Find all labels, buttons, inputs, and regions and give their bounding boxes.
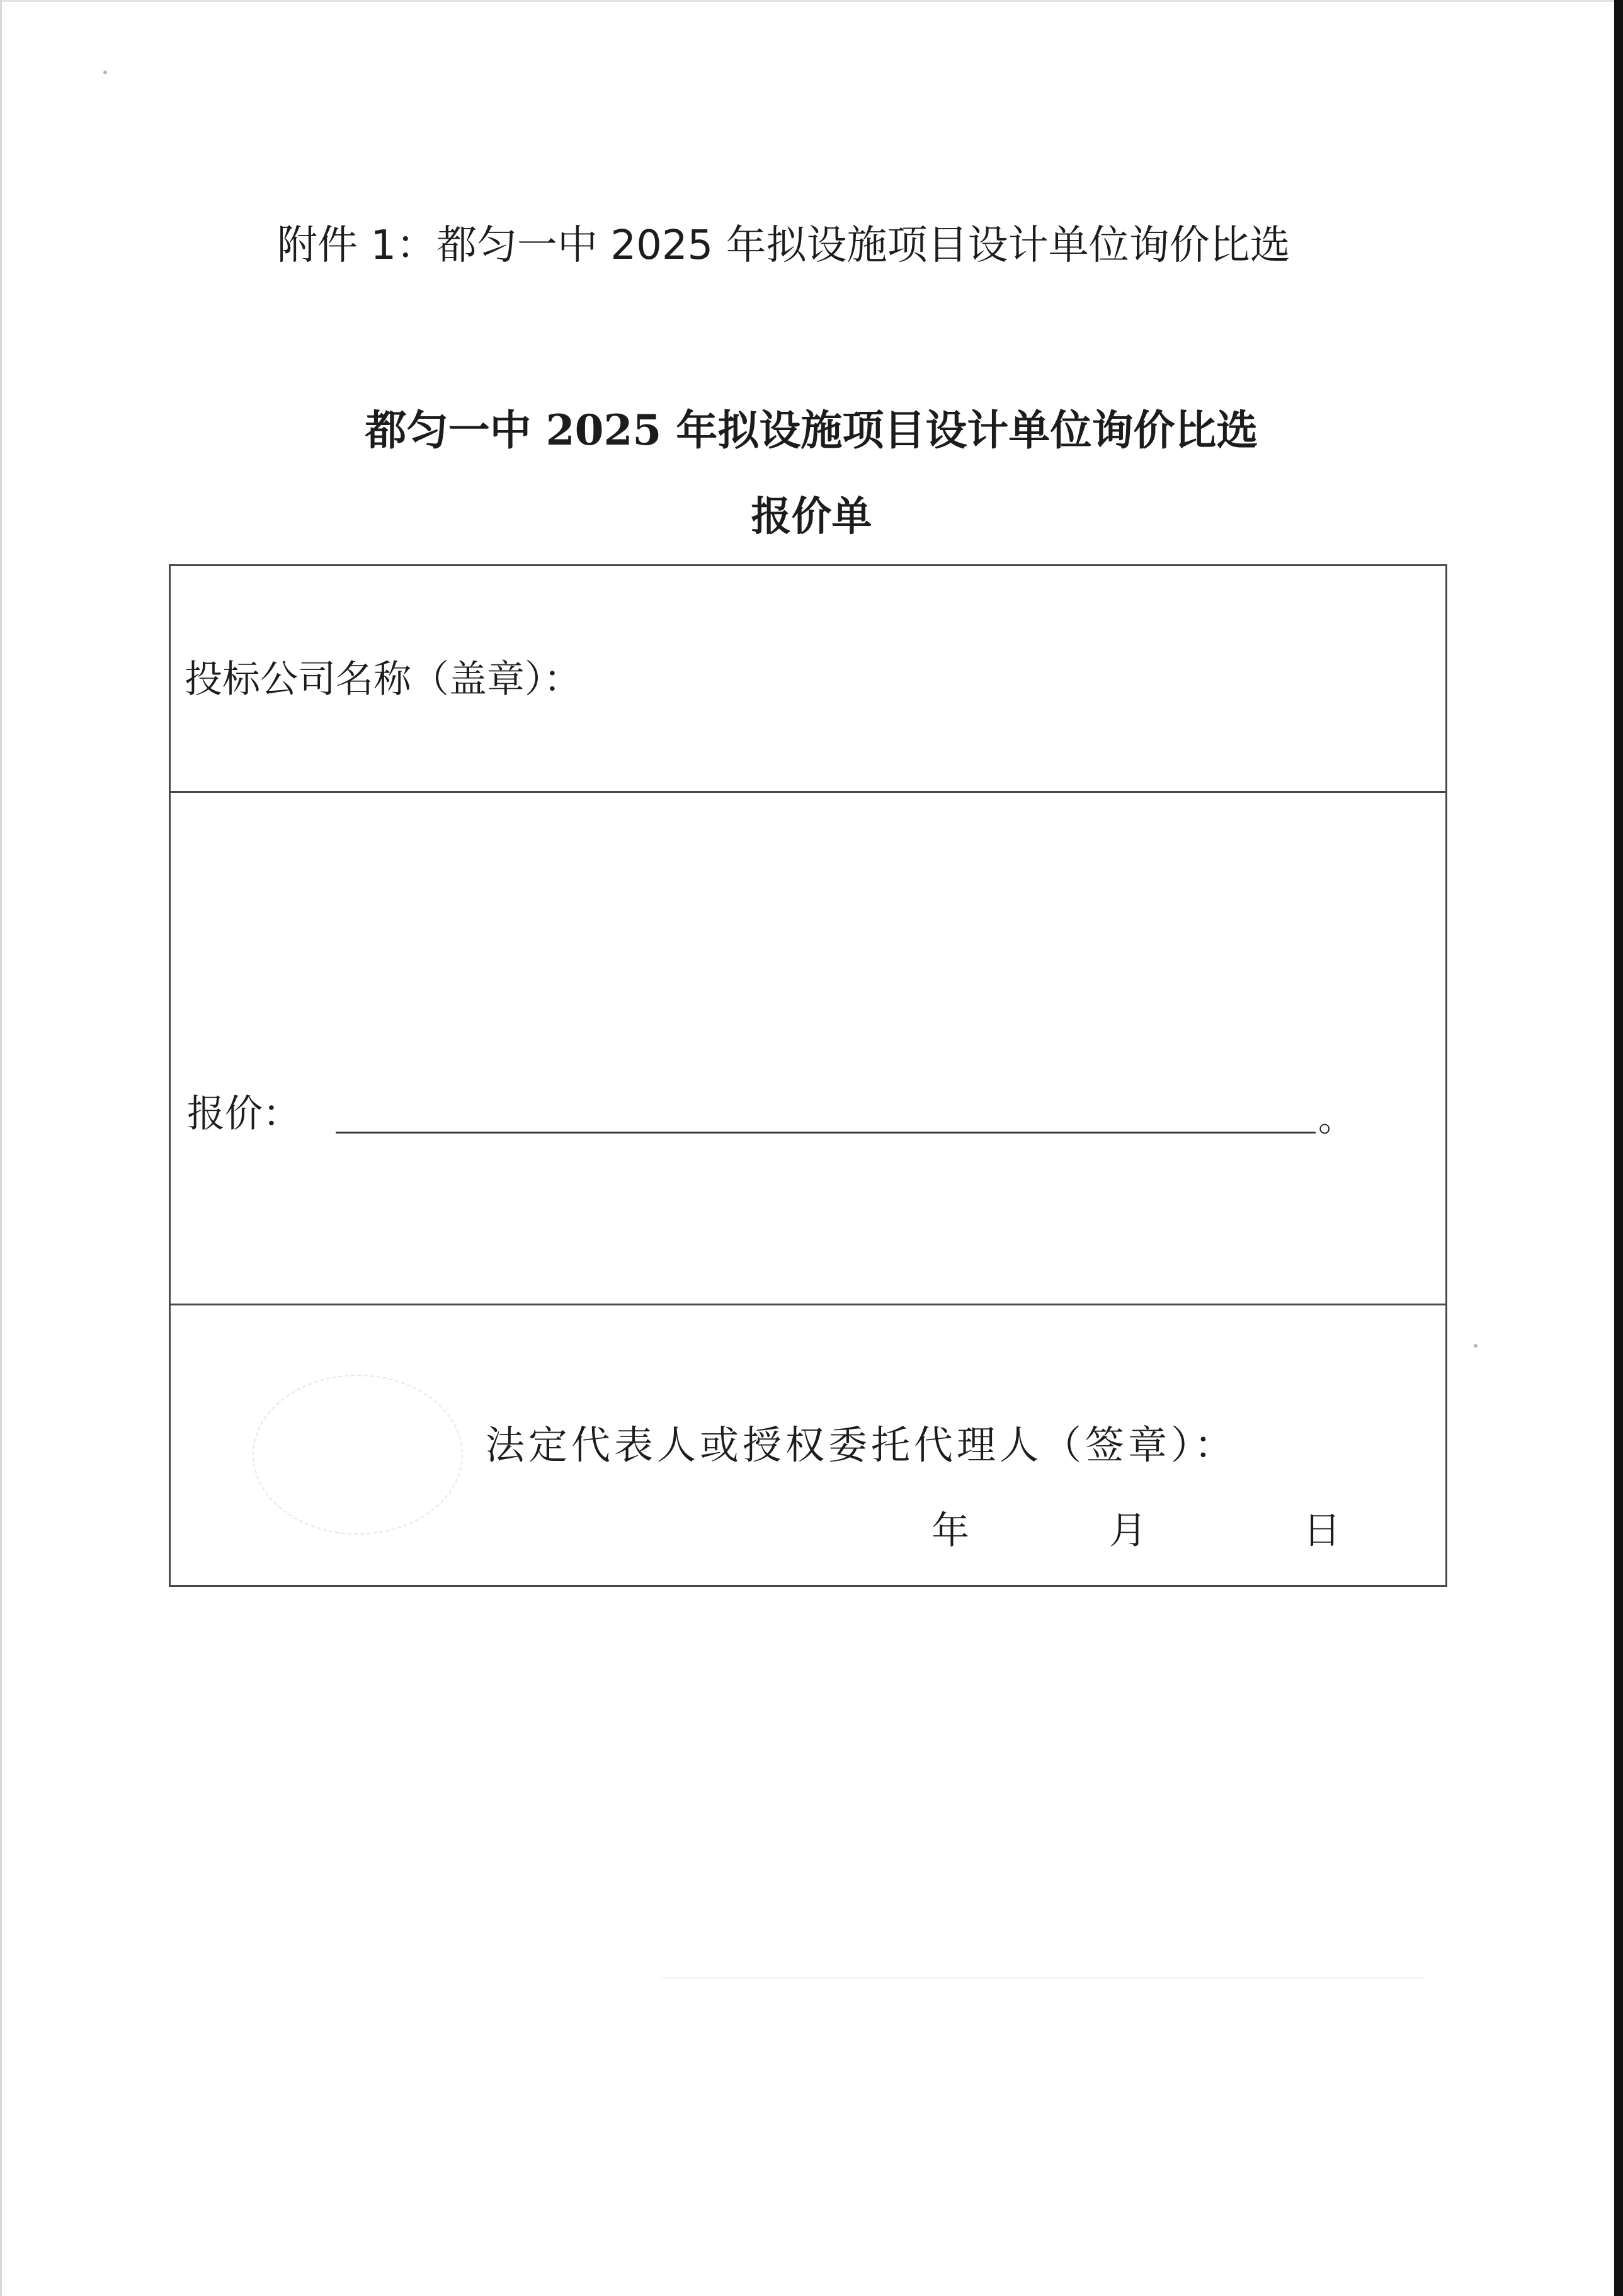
form-title: 都匀一中 2025 年拟设施项目设计单位询价比选 [365, 406, 1258, 455]
price-period: 。 [1318, 1099, 1353, 1140]
scan-speck [1474, 1344, 1478, 1348]
signature-row [171, 1305, 1445, 1585]
form-subtitle: 报价单 [751, 493, 872, 540]
date-day-label: 日 [1303, 1509, 1341, 1553]
company-name-label: 投标公司名称（盖章）： [185, 657, 581, 702]
faint-stamp-mark [253, 1375, 463, 1535]
price-blank-line[interactable] [336, 1132, 1316, 1134]
price-label: 报价： [187, 1092, 300, 1136]
company-row [171, 566, 1445, 793]
scan-speck [103, 71, 107, 74]
quotation-table [169, 564, 1447, 1587]
scan-top-edge [0, 0, 1623, 2]
attachment-heading: 附件 1：都匀一中 2025 年拟设施项目设计单位询价比选 [277, 222, 1290, 269]
scan-artifact-line [661, 1977, 1423, 1979]
signature-label: 法定代表人或授权委托代理人（签章）： [486, 1422, 1238, 1468]
scan-right-edge [1614, 0, 1623, 2296]
date-year-label: 年 [931, 1509, 969, 1553]
price-row [171, 793, 1445, 1305]
date-month-label: 月 [1109, 1509, 1147, 1553]
scan-left-edge [0, 0, 2, 2296]
